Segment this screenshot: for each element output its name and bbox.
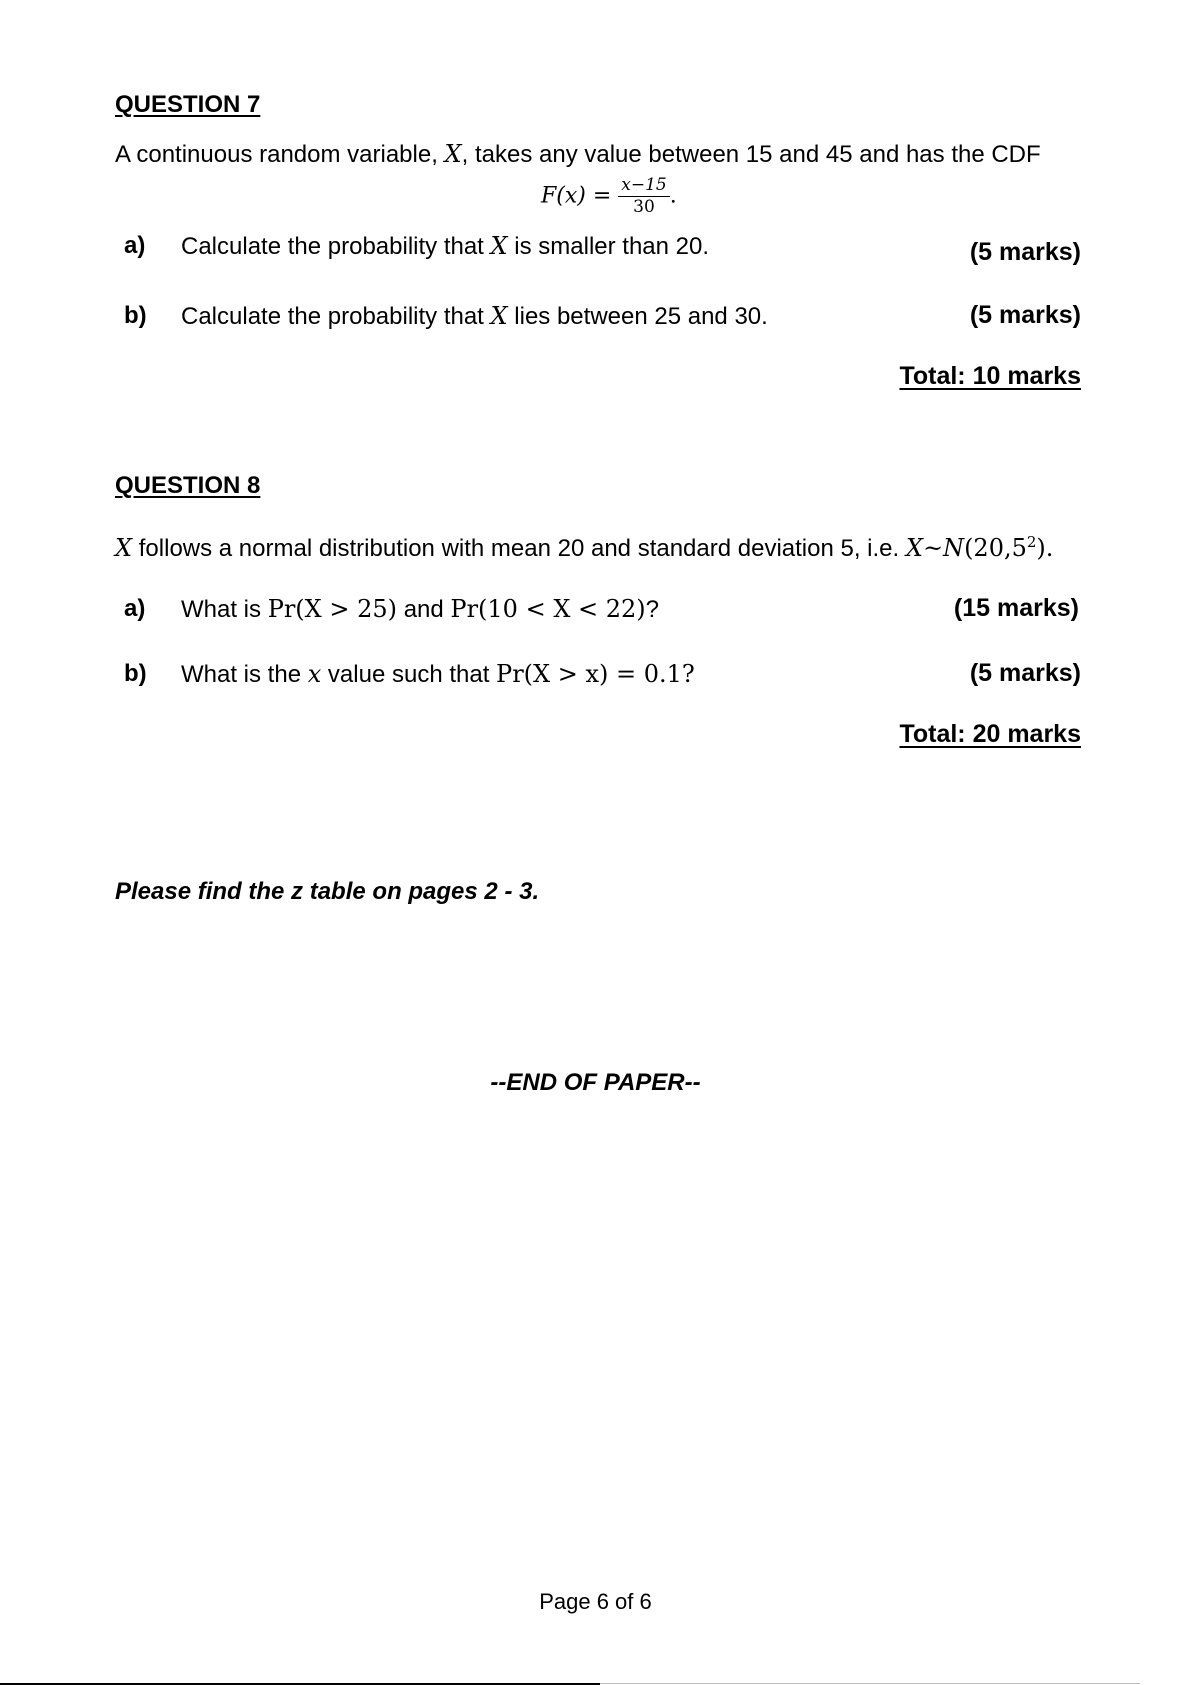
q8-a-text-1: What is bbox=[181, 596, 268, 623]
question-7-heading: QUESTION 7 bbox=[115, 91, 261, 118]
q8-intro-close: ). bbox=[1036, 534, 1054, 562]
z-table-note: Please find the z table on pages 2 - 3. bbox=[115, 878, 540, 905]
intro-variable: X bbox=[444, 140, 462, 168]
intro-text: A continuous random variable, bbox=[115, 141, 445, 168]
q7-b-var: X bbox=[490, 302, 508, 330]
q8-b-text-2: value such that bbox=[321, 661, 497, 688]
q7-a-text-2: is smaller than 20. bbox=[507, 233, 710, 260]
q8-b-var: x bbox=[307, 660, 322, 688]
q7-part-b-text bbox=[181, 302, 768, 331]
q8-a-text-2: and bbox=[397, 596, 451, 623]
cdf-fraction bbox=[618, 176, 669, 217]
q8-b-expr: Pr(X > x) = 0.1? bbox=[496, 660, 695, 688]
bottom-border-line-faint bbox=[600, 1683, 1140, 1684]
question-8-intro bbox=[115, 534, 1053, 563]
end-of-paper: --END OF PAPER-- bbox=[490, 1069, 701, 1096]
cdf-period: . bbox=[669, 183, 677, 209]
q7-b-text-1: Calculate the probability that bbox=[181, 303, 491, 330]
q7-part-b-marks: (5 marks) bbox=[969, 301, 1081, 329]
q8-a-expr-1: Pr(X > 25) bbox=[267, 595, 398, 623]
q8-part-b-letter: b) bbox=[124, 660, 147, 687]
q8-part-a-letter: a) bbox=[124, 595, 146, 622]
cdf-denominator: 30 bbox=[633, 197, 655, 217]
q7-b-text-2: lies between 25 and 30. bbox=[507, 303, 768, 330]
q7-part-a-text bbox=[181, 232, 709, 261]
q7-a-var: X bbox=[490, 232, 508, 260]
cdf-numerator: x−15 bbox=[618, 176, 669, 197]
q8-intro-var: X bbox=[115, 534, 133, 562]
q8-a-text-3: ? bbox=[645, 596, 660, 623]
q8-part-a-text bbox=[181, 595, 659, 624]
q8-intro-dist: X~N bbox=[905, 534, 965, 562]
q8-intro-text: follows a normal distribution with mean 20 and standard deviation 5, i.e. bbox=[132, 535, 906, 562]
intro-text-end: , takes any value between 15 and 45 and has the CDF bbox=[461, 141, 1041, 168]
q8-part-b-marks: (5 marks) bbox=[969, 659, 1081, 687]
q8-part-a-marks: (15 marks) bbox=[953, 594, 1079, 622]
q8-part-b-text bbox=[181, 660, 695, 689]
q8-a-expr-2: Pr(10 < X < 22) bbox=[450, 595, 646, 623]
q7-a-text-1: Calculate the probability that bbox=[181, 233, 491, 260]
q7-part-a-letter: a) bbox=[124, 232, 146, 259]
q8-intro-params: (20,5 bbox=[964, 534, 1027, 562]
q7-total-marks: Total: 10 marks bbox=[899, 362, 1081, 390]
page-number-footer: Page 6 of 6 bbox=[539, 1589, 652, 1614]
q7-part-b-letter: b) bbox=[124, 302, 147, 329]
question-7-intro bbox=[115, 140, 1041, 169]
question-8-heading: QUESTION 8 bbox=[115, 472, 261, 499]
cdf-lhs: F(x) = bbox=[541, 183, 619, 209]
cdf-formula bbox=[541, 176, 677, 217]
q8-intro-exponent: 2 bbox=[1026, 533, 1037, 551]
q8-b-text-1: What is the bbox=[181, 661, 308, 688]
q7-part-a-marks: (5 marks) bbox=[969, 238, 1081, 266]
q8-total-marks: Total: 20 marks bbox=[899, 720, 1081, 748]
